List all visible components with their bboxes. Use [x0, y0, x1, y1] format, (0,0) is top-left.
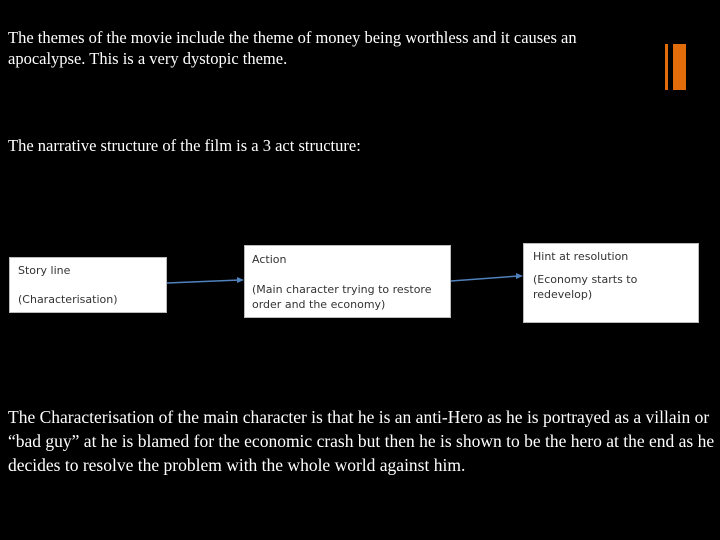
- act-title: Hint at resolution: [533, 250, 629, 263]
- arrowhead-act2: [237, 277, 244, 283]
- arrow-act2-to-act3: [451, 276, 519, 281]
- arrowhead-act3: [516, 273, 523, 279]
- act-detail: (Economy starts to redevelop): [533, 273, 638, 301]
- arrow-act1-to-act2: [167, 280, 240, 283]
- act-title: Story line: [18, 264, 71, 277]
- act-box-action: [244, 245, 451, 318]
- act-box-resolution: [523, 243, 699, 323]
- themes-paragraph: The themes of the movie include the theme of money being worthless and it causes an apocalypse. This is a very dystopic theme.: [8, 28, 577, 68]
- act-detail: (Characterisation): [18, 293, 118, 306]
- act-detail: (Main character trying to restore order and the economy): [252, 283, 432, 311]
- act-box-story-line: [9, 257, 167, 313]
- act-title: Action: [252, 253, 287, 266]
- structure-paragraph: The narrative structure of the film is a 3 act structure:: [8, 136, 361, 155]
- characterisation-paragraph: The Characterisation of the main character is that he is an anti-Hero as he is portrayed as a villain or “bad guy” at he is blamed for the economic crash but then he is shown to be the hero at the end as he decides to resolve the problem with the whole world against him.: [8, 407, 715, 475]
